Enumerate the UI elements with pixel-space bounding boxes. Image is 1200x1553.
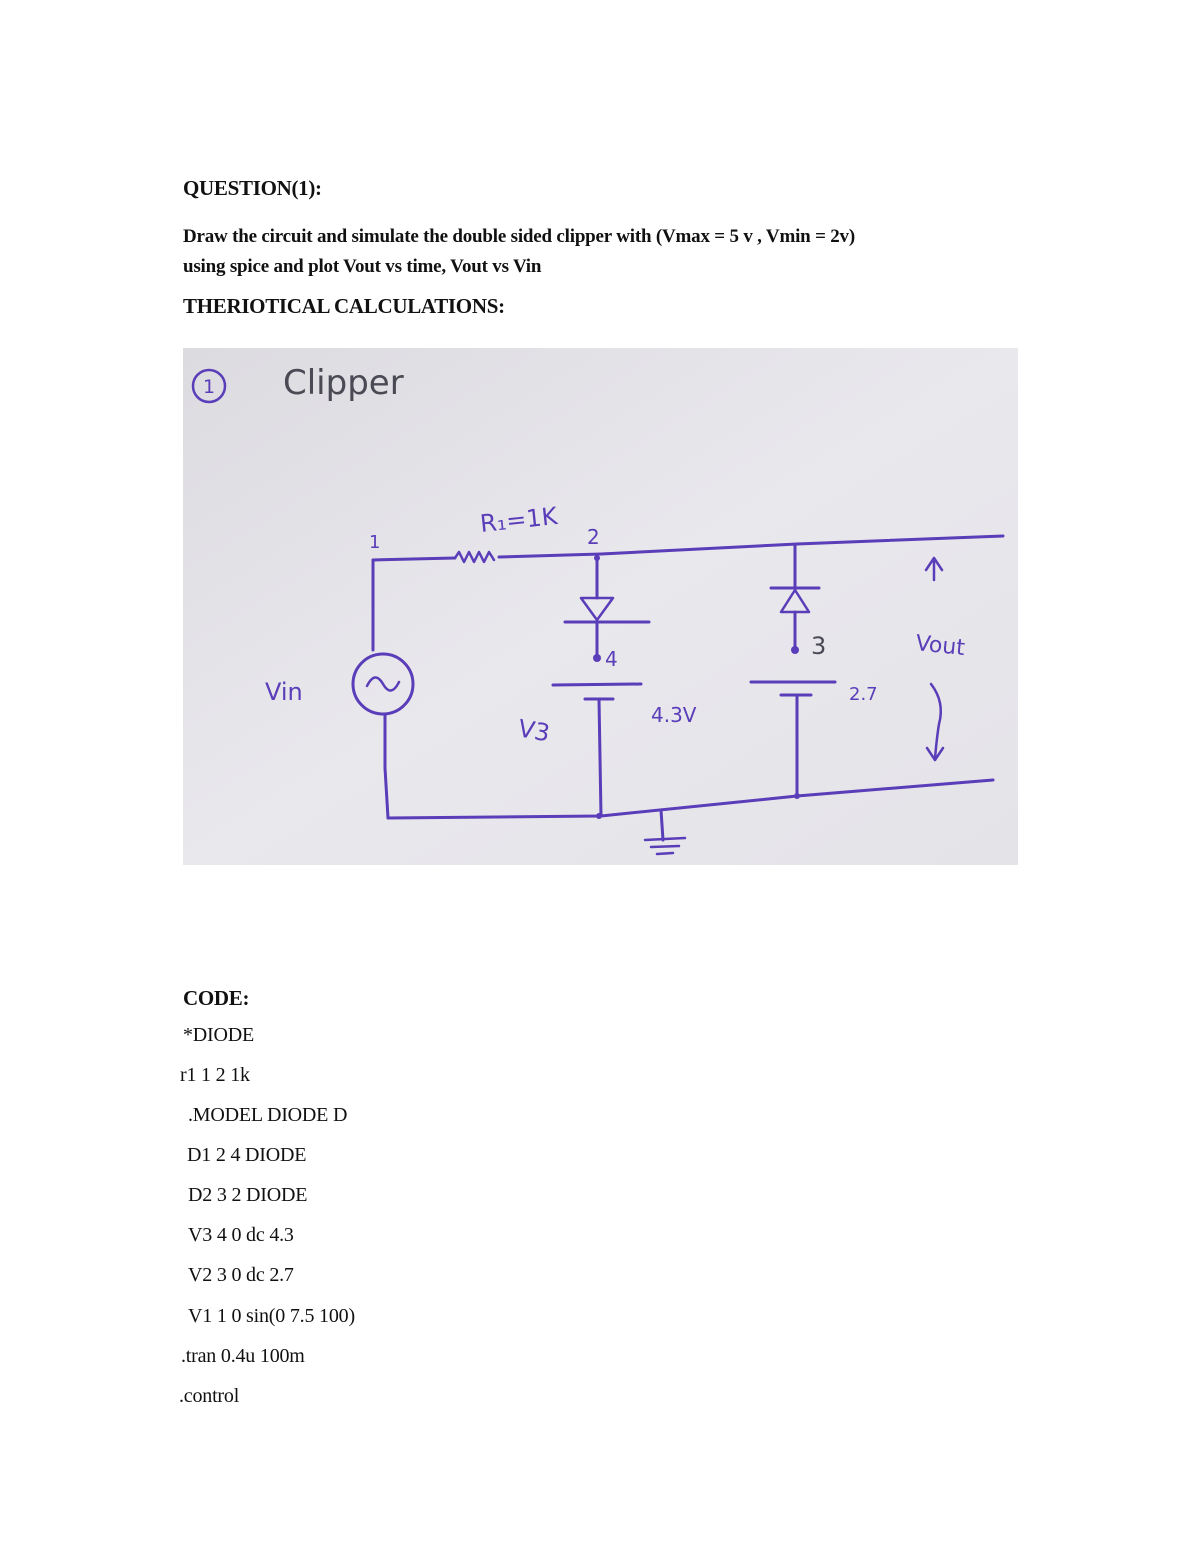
node-dot-3 — [791, 646, 799, 654]
v2-value-label: 2.7 — [849, 684, 878, 705]
circuit-diagram — [183, 348, 1018, 865]
wire-v3-to-ground — [599, 699, 601, 816]
code-line: r1 1 2 1k — [180, 1064, 250, 1086]
circuit-photo — [183, 348, 1018, 865]
question-text — [183, 222, 1043, 282]
ground-stem — [661, 810, 663, 840]
node-dot-4 — [593, 654, 601, 662]
code-line: .control — [179, 1385, 240, 1407]
question-text-line-1: Draw the circuit and simulate the double sided clipper with (Vmax = 5 v , Vmin = 2v) — [183, 226, 855, 247]
code-line: .MODEL DIODE D — [188, 1104, 348, 1126]
question-text-line-2: using spice and plot Vout vs time, Vout vs Vin — [183, 256, 542, 277]
v3-label: V3 — [515, 714, 553, 748]
node-2-label: 2 — [587, 525, 600, 549]
calculations-heading: THERIOTICAL CALCULATIONS: — [183, 294, 505, 318]
code-line: *DIODE — [183, 1024, 255, 1046]
output-label: Vout — [914, 631, 967, 662]
circuit-title: Clipper — [283, 363, 404, 403]
node-dot-2 — [594, 555, 600, 561]
question-heading: QUESTION(1): — [183, 176, 322, 200]
node-1-label: 1 — [369, 532, 381, 553]
code-line: .tran 0.4u 100m — [181, 1345, 305, 1367]
node-3-label: 3 — [811, 632, 827, 660]
node-dot-ground-1 — [596, 813, 602, 819]
node-4-label: 4 — [605, 647, 618, 671]
source-label: Vin — [265, 678, 303, 706]
code-line: V3 4 0 dc 4.3 — [188, 1224, 294, 1246]
v3-value-label: 4.3V — [651, 703, 697, 727]
node-dot-ground-2 — [794, 793, 800, 799]
code-heading: CODE: — [183, 986, 250, 1010]
code-line: V2 3 0 dc 2.7 — [188, 1264, 294, 1286]
code-line: D1 2 4 DIODE — [187, 1144, 307, 1166]
wire-node1-to-resistor — [373, 558, 455, 560]
code-line: D2 3 2 DIODE — [188, 1184, 308, 1206]
resistor-label: R₁=1K — [478, 502, 559, 538]
battery-v3-long-plate — [553, 684, 641, 685]
code-line: V1 1 0 sin(0 7.5 100) — [188, 1305, 355, 1327]
title-number: 1 — [202, 376, 216, 398]
